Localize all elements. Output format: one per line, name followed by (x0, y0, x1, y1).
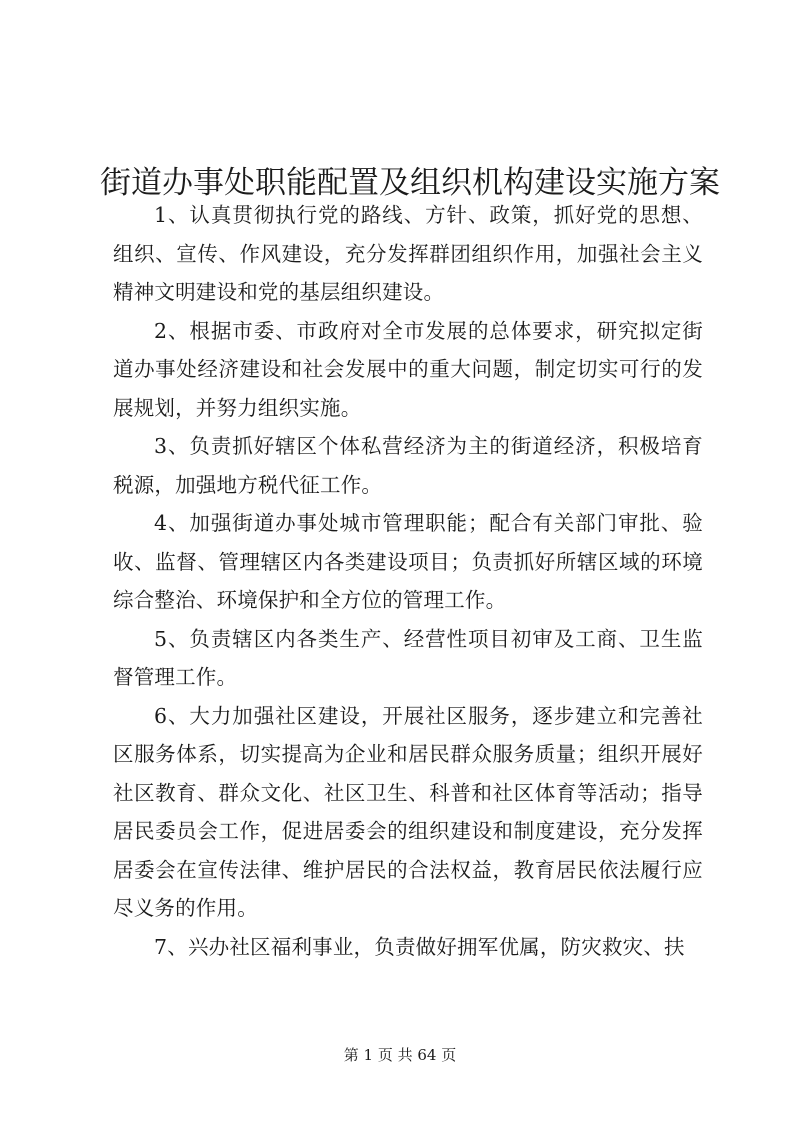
paragraph-6: 6、大力加强社区建设，开展社区服务，逐步建立和完善社区服务体系，切实提高为企业和居民群众服务质量；组织开展好社区教育、群众文化、社区卫生、科普和社区体育等活动；指导居民委员会工作，促进居委会的组织建设和制度建设，充分发挥居委会在宣传法律、维护居民的合法权益，教育居民依法履行应尽义务的作用。 (113, 703, 703, 920)
paragraph-5: 5、负责辖区内各类生产、经营性项目初审及工商、卫生监督管理工作。 (113, 626, 703, 689)
document-body (113, 196, 703, 966)
paragraph-4: 4、加强街道办事处城市管理职能；配合有关部门审批、验收、监督、管理辖区内各类建设项目；负责抓好所辖区域的环境综合整治、环境保护和全方位的管理工作。 (113, 511, 703, 612)
paragraph-7: 7、兴办社区福利事业，负责做好拥军优属，防灾救灾、扶 (154, 934, 685, 959)
paragraph-3: 3、负责抓好辖区个体私营经济为主的街道经济，积极培育税源，加强地方税代征工作。 (113, 434, 703, 497)
document-title: 街道办事处职能配置及组织机构建设实施方案 (100, 164, 720, 201)
page-footer: 第 1 页 共 64 页 (343, 1046, 457, 1064)
paragraph-2: 2、根据市委、市政府对全市发展的总体要求，研究拟定街道办事处经济建设和社会发展中的重大问题，制定切实可行的发展规划，并努力组织实施。 (113, 318, 703, 420)
paragraph-1: 1、认真贯彻执行党的路线、方针、政策，抓好党的思想、组织、宣传、作风建设，充分发挥群团组织作用，加强社会主义精神文明建设和党的基层组织建设。 (113, 203, 703, 304)
